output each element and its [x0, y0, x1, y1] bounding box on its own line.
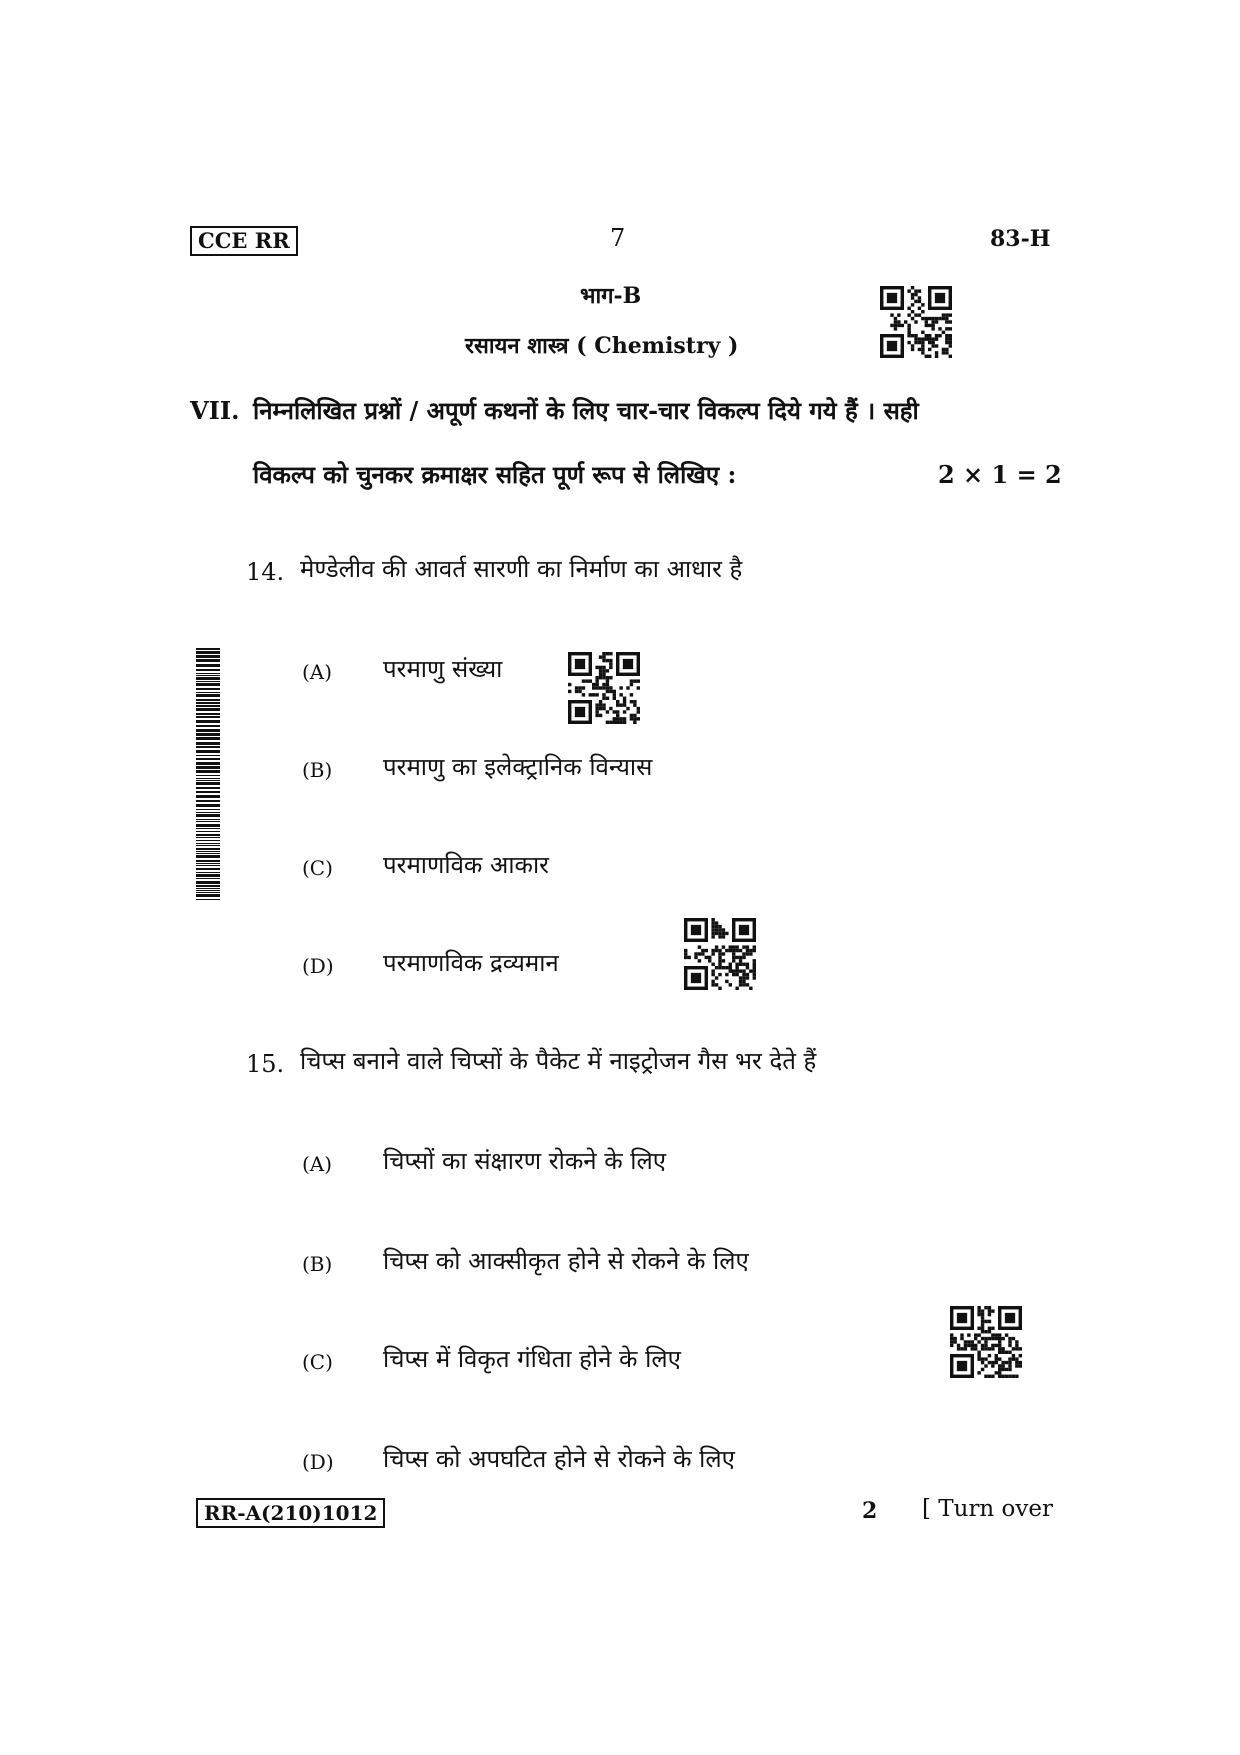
q15-option-c-letter: (C) [302, 1350, 333, 1374]
q14-option-a-text: परमाणु संख्या [383, 655, 503, 683]
q15-option-b-letter: (B) [302, 1252, 333, 1276]
q14-option-c-letter: (C) [302, 856, 333, 880]
barcode-icon [196, 648, 220, 900]
q14-option-c-text: परमाणविक आकार [383, 851, 549, 879]
q14-option-a-letter: (A) [302, 660, 333, 684]
header-right-code: 83-H [990, 226, 1051, 252]
instruction-marks: 2 × 1 = 2 [938, 460, 1062, 489]
q14-option-b-text: परमाणु का इलेक्ट्रानिक विन्यास [383, 753, 653, 781]
q15-option-d-letter: (D) [302, 1450, 334, 1474]
question-15-text: चिप्स बनाने वाले चिप्सों के पैकेट में नाइट्रोजन गैस भर देते हैं [300, 1047, 817, 1075]
q14-option-b-letter: (B) [302, 758, 333, 782]
question-15-number: 15. [246, 1050, 285, 1078]
subject-title: रसायन शास्त्र ( Chemistry ) [465, 333, 739, 359]
instruction-line2: विकल्प को चुनकर क्रमाक्षर सहित पूर्ण रूप से लिखिए : [253, 460, 737, 489]
instruction-number: VII. [190, 396, 240, 425]
q14-option-d-text: परमाणविक द्रव्यमान [383, 949, 559, 977]
qr-code-icon [950, 1306, 1022, 1378]
q15-option-b-text: चिप्स को आक्सीकृत होने से रोकने के लिए [383, 1247, 749, 1275]
page-number: 7 [610, 224, 626, 252]
question-14-number: 14. [246, 558, 285, 586]
header-left-code: CCE RR [190, 226, 298, 256]
q15-option-a-text: चिप्सों का संक्षारण रोकने के लिए [383, 1147, 667, 1175]
q15-option-d-text: चिप्स को अपघटित होने से रोकने के लिए [383, 1445, 735, 1473]
footer-code: RR-A(210)1012 [196, 1498, 385, 1528]
q15-option-a-letter: (A) [302, 1152, 333, 1176]
footer-sheet-number: 2 [862, 1498, 878, 1524]
turn-over-label: [ Turn over [922, 1496, 1054, 1522]
q14-option-d-letter: (D) [302, 954, 334, 978]
q15-option-c-text: चिप्स में विकृत गंधिता होने के लिए [383, 1345, 681, 1373]
qr-code-icon [568, 652, 640, 724]
instruction-line1: निम्नलिखित प्रश्नों / अपूर्ण कथनों के लिए चार-चार विकल्प दिये गये हैं । सही [253, 396, 919, 425]
part-title: भाग-B [580, 283, 642, 309]
qr-code-icon [684, 918, 756, 990]
question-14-text: मेण्डेलीव की आवर्त सारणी का निर्माण का आधार है [300, 555, 743, 583]
qr-code-icon [880, 286, 952, 358]
